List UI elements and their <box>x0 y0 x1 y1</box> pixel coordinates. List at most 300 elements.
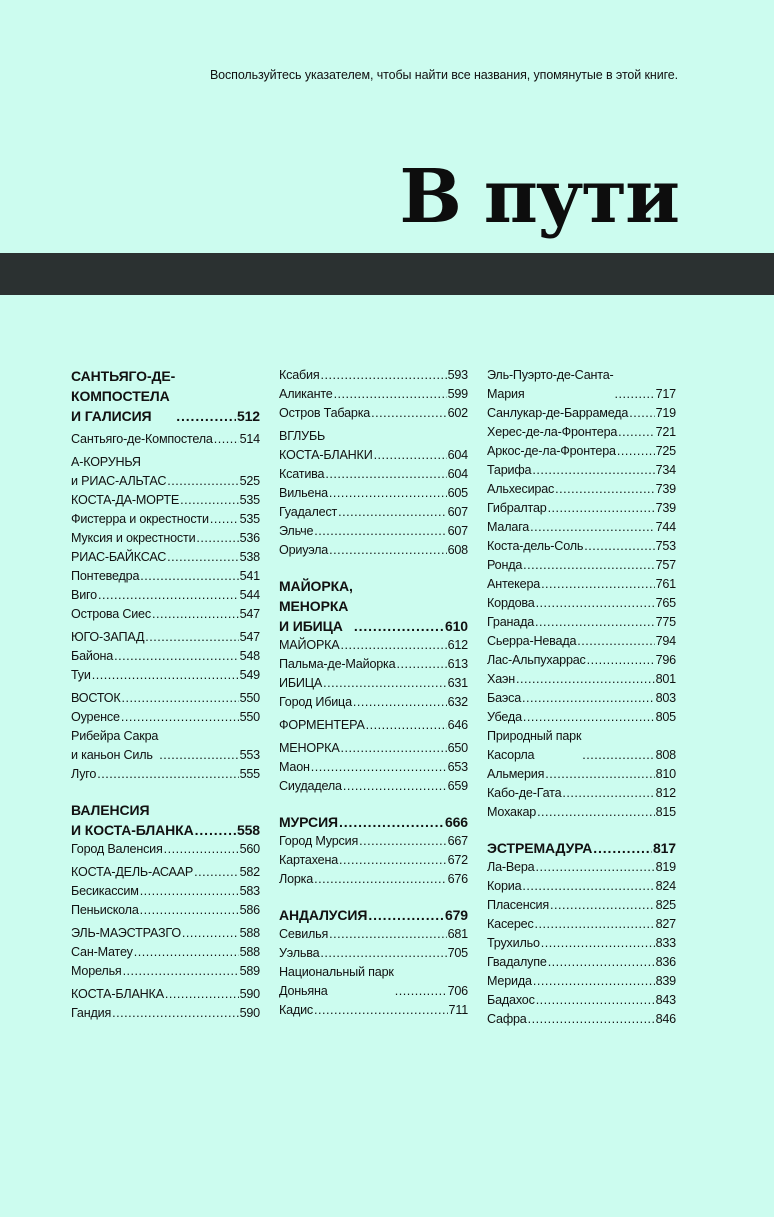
dot-leader <box>535 858 654 877</box>
entry-page-number: 590 <box>239 987 260 1001</box>
index-entry <box>487 896 676 915</box>
index-entry <box>279 925 468 944</box>
entry-name: Бесикассим <box>71 884 139 898</box>
entry-name: Касерес <box>487 917 534 931</box>
entry-name: Санлукар-де-Баррамеда <box>487 406 629 420</box>
entry-name: ЭСТРЕМАДУРА <box>487 840 593 856</box>
index-entry <box>279 944 468 963</box>
dot-leader <box>530 518 654 537</box>
index-section-heading <box>487 838 676 858</box>
dot-leader <box>532 461 654 480</box>
dot-leader <box>182 924 239 943</box>
index-entry <box>487 689 676 708</box>
entry-page-number: 753 <box>655 539 676 553</box>
index-entry <box>71 666 260 685</box>
dot-leader <box>629 404 654 423</box>
entry-name: Рибейра Сакра и каньон Силь <box>71 729 159 762</box>
entry-name: Гандия <box>71 1006 112 1020</box>
entry-page-number: 550 <box>239 710 260 724</box>
entry-page-number: 824 <box>655 879 676 893</box>
entry-page-number: 582 <box>239 865 260 879</box>
entry-page-number: 549 <box>239 668 260 682</box>
entry-page-number: 739 <box>655 482 676 496</box>
entry-name: Ксатива <box>279 467 325 481</box>
entry-page-number: 602 <box>447 406 468 420</box>
dot-leader <box>522 877 654 896</box>
dot-leader <box>582 746 654 765</box>
index-entry <box>71 924 260 943</box>
entry-name: Сиудадела <box>279 779 342 793</box>
dot-leader <box>140 882 239 901</box>
entry-page-number: 553 <box>239 748 260 762</box>
dot-leader <box>541 575 655 594</box>
index-entry <box>71 586 260 605</box>
index-entry <box>71 430 260 449</box>
index-entry <box>279 655 468 674</box>
entry-name: Хаэн <box>487 672 515 686</box>
dot-leader <box>593 839 652 858</box>
dot-leader <box>329 484 447 503</box>
entry-page-number: 819 <box>655 860 676 874</box>
dot-leader <box>98 586 239 605</box>
dot-leader <box>321 366 447 385</box>
entry-name: Ла-Вера <box>487 860 535 874</box>
index-column-2 <box>279 366 468 1029</box>
dot-leader <box>516 670 655 689</box>
index-entry <box>279 503 468 522</box>
index-entry <box>279 963 468 1001</box>
entry-name: Байона <box>71 649 114 663</box>
entry-name: МАЙОРКА <box>279 638 340 652</box>
dot-leader <box>545 765 654 784</box>
entry-name: АНДАЛУСИЯ <box>279 907 368 923</box>
entry-page-number: 536 <box>239 531 260 545</box>
entry-page-number: 808 <box>655 748 676 762</box>
index-entry <box>487 1010 676 1029</box>
entry-name: Аликанте <box>279 387 333 401</box>
entry-name: Морелья <box>71 964 122 978</box>
dot-leader <box>123 962 239 981</box>
entry-name: Альмерия <box>487 767 545 781</box>
dot-leader <box>134 943 239 962</box>
dot-leader <box>618 423 654 442</box>
dot-leader <box>617 442 655 461</box>
index-entry <box>487 442 676 461</box>
index-entry <box>279 366 468 385</box>
index-section-heading <box>71 366 260 426</box>
dot-leader <box>615 385 655 404</box>
index-entry <box>487 499 676 518</box>
index-entry <box>487 632 676 651</box>
entry-page-number: 544 <box>239 588 260 602</box>
dot-leader <box>195 821 236 840</box>
entry-name: Кориа <box>487 879 522 893</box>
entry-name: Пеньискола <box>71 903 139 917</box>
entry-name: Бадахос <box>487 993 535 1007</box>
index-entry <box>279 777 468 796</box>
index-entry <box>279 851 468 870</box>
dot-leader <box>353 693 447 712</box>
dot-leader <box>523 708 655 727</box>
entry-name: ЭЛЬ-МАЭСТРАЗГО <box>71 926 181 940</box>
index-entry <box>279 758 468 777</box>
dot-leader <box>152 605 239 624</box>
dot-leader <box>368 906 444 925</box>
dot-leader <box>535 613 655 632</box>
dot-leader <box>145 628 238 647</box>
index-entry <box>279 385 468 404</box>
entry-name: Вильена <box>279 486 328 500</box>
index-entry <box>71 882 260 901</box>
index-entry <box>487 934 676 953</box>
entry-name: Антекера <box>487 577 541 591</box>
index-entry <box>71 727 260 765</box>
entry-name: Сафра <box>487 1012 527 1026</box>
entry-page-number: 514 <box>239 432 260 446</box>
page-title: В пути <box>399 154 678 240</box>
entry-page-number: 535 <box>239 493 260 507</box>
entry-page-number: 843 <box>655 993 676 1007</box>
index-entry <box>279 739 468 758</box>
entry-name: Кабо-де-Гата <box>487 786 562 800</box>
entry-page-number: 705 <box>447 946 468 960</box>
dot-leader <box>339 813 444 832</box>
index-column-1 <box>71 366 260 1029</box>
dot-leader <box>214 430 239 449</box>
entry-name: ВГЛУБЬ КОСТА-БЛАНКИ <box>279 429 373 462</box>
entry-name: МЕНОРКА <box>279 741 340 755</box>
dot-leader <box>371 404 446 423</box>
entry-page-number: 653 <box>447 760 468 774</box>
dot-leader <box>334 385 447 404</box>
entry-name: Лас-Альпухаррас <box>487 653 586 667</box>
entry-page-number: 757 <box>655 558 676 572</box>
entry-page-number: 613 <box>447 657 468 671</box>
entry-name: Муксия и окрестности <box>71 531 196 545</box>
index-entry <box>71 689 260 708</box>
entry-name: Ориуэла <box>279 543 329 557</box>
index-entry <box>71 529 260 548</box>
entry-name: Лорка <box>279 872 314 886</box>
index-entry <box>487 877 676 896</box>
entry-name: Виго <box>71 588 97 602</box>
index-entry <box>487 765 676 784</box>
entry-page-number: 604 <box>447 467 468 481</box>
entry-name: Ронда <box>487 558 523 572</box>
entry-name: РИАС-БАЙКСАС <box>71 550 167 564</box>
entry-name: ВОСТОК <box>71 691 121 705</box>
entry-name: Гибралтар <box>487 501 547 515</box>
dot-leader <box>541 934 655 953</box>
dot-leader <box>339 851 447 870</box>
entry-name: МУРСИЯ <box>279 814 338 830</box>
index-entry <box>487 556 676 575</box>
entry-name: А-КОРУНЬЯ и РИАС-АЛЬТАС <box>71 455 167 488</box>
index-entry <box>71 453 260 491</box>
entry-name: ЮГО-ЗАПАД <box>71 630 145 644</box>
entry-name: Оуренсе <box>71 710 120 724</box>
index-entry <box>71 548 260 567</box>
entry-page-number: 775 <box>655 615 676 629</box>
entry-name: Херес-де-ла-Фронтера <box>487 425 618 439</box>
dot-leader <box>114 647 239 666</box>
entry-page-number: 666 <box>444 814 468 830</box>
dot-leader <box>159 746 238 765</box>
dot-leader <box>314 870 447 889</box>
dot-leader <box>550 896 655 915</box>
index-entry <box>487 708 676 727</box>
dot-leader <box>167 472 238 491</box>
dot-leader <box>537 803 655 822</box>
dot-leader <box>523 556 654 575</box>
entry-page-number: 825 <box>655 898 676 912</box>
dot-leader <box>165 985 239 1004</box>
index-entry <box>487 575 676 594</box>
dot-leader <box>180 491 239 510</box>
entry-name: КОСТА-ДЕЛЬ-АСААР <box>71 865 194 879</box>
dot-leader <box>584 537 654 556</box>
entry-page-number: 761 <box>655 577 676 591</box>
dot-leader <box>536 991 655 1010</box>
dot-leader <box>374 446 447 465</box>
entry-page-number: 836 <box>655 955 676 969</box>
entry-page-number: 631 <box>447 676 468 690</box>
entry-page-number: 550 <box>239 691 260 705</box>
entry-name: Гвадалупе <box>487 955 547 969</box>
index-entry <box>279 484 468 503</box>
entry-page-number: 610 <box>444 618 468 634</box>
entry-name: Кадис <box>279 1003 314 1017</box>
index-entry <box>71 962 260 981</box>
dot-leader <box>535 915 655 934</box>
index-entry <box>279 465 468 484</box>
entry-page-number: 588 <box>239 926 260 940</box>
entry-page-number: 725 <box>655 444 676 458</box>
entry-page-number: 846 <box>655 1012 676 1026</box>
entry-name: Сан-Матеу <box>71 945 133 959</box>
entry-name: Мохакар <box>487 805 537 819</box>
entry-page-number: 721 <box>655 425 676 439</box>
entry-page-number: 590 <box>239 1006 260 1020</box>
index-entry <box>487 423 676 442</box>
dot-leader <box>320 944 446 963</box>
dot-leader <box>329 541 446 560</box>
entry-name: Альхесирас <box>487 482 555 496</box>
entry-name: Малага <box>487 520 530 534</box>
entry-page-number: 812 <box>655 786 676 800</box>
entry-name: Баэса <box>487 691 521 705</box>
entry-page-number: 607 <box>447 524 468 538</box>
entry-page-number: 717 <box>655 387 676 401</box>
entry-name: Город Мурсия <box>279 834 359 848</box>
index-entry <box>487 858 676 877</box>
dot-leader <box>194 863 238 882</box>
entry-name: Уэльва <box>279 946 320 960</box>
entry-name: Севилья <box>279 927 329 941</box>
index-section-heading <box>71 800 260 840</box>
dot-leader <box>314 522 446 541</box>
entry-page-number: 796 <box>655 653 676 667</box>
entry-name: Острова Сиес <box>71 607 151 621</box>
entry-name: Картахена <box>279 853 339 867</box>
entry-page-number: 659 <box>447 779 468 793</box>
index-entry <box>71 491 260 510</box>
entry-name: МАЙОРКА, МЕНОРКА И ИБИЦА <box>279 578 353 634</box>
entry-name: Мерида <box>487 974 532 988</box>
intro-text: Воспользуйтесь указателем, чтобы найти все названия, упомянутые в этой книге. <box>209 68 678 82</box>
dot-leader <box>396 655 446 674</box>
index-entry <box>71 708 260 727</box>
index-entry <box>487 480 676 499</box>
entry-name: ИБИЦА <box>279 676 323 690</box>
index-entry <box>71 628 260 647</box>
index-entry <box>487 727 676 765</box>
dot-leader <box>354 617 444 636</box>
dot-leader <box>140 901 239 920</box>
dot-leader <box>343 777 447 796</box>
entry-name: Гранада <box>487 615 535 629</box>
entry-name: Тарифа <box>487 463 532 477</box>
entry-name: Эльче <box>279 524 314 538</box>
entry-page-number: 604 <box>447 448 468 462</box>
entry-name: Фистерра и окрестности <box>71 512 209 526</box>
index-entry <box>279 832 468 851</box>
entry-name: Туи <box>71 668 91 682</box>
entry-page-number: 801 <box>655 672 676 686</box>
dot-leader <box>359 832 446 851</box>
index-column-3 <box>487 366 676 1029</box>
entry-page-number: 711 <box>448 1003 468 1017</box>
dot-leader <box>140 567 238 586</box>
index-entry <box>71 567 260 586</box>
entry-page-number: 632 <box>447 695 468 709</box>
index-entry <box>71 943 260 962</box>
dot-leader <box>92 666 239 685</box>
dot-leader <box>122 689 239 708</box>
entry-name: Понтеведра <box>71 569 140 583</box>
index-entry <box>71 863 260 882</box>
entry-name: Трухильо <box>487 936 540 950</box>
entry-page-number: 525 <box>239 474 260 488</box>
entry-page-number: 535 <box>239 512 260 526</box>
entry-page-number: 558 <box>236 822 260 838</box>
index-entry <box>71 605 260 624</box>
entry-page-number: 805 <box>655 710 676 724</box>
index-entry <box>487 651 676 670</box>
entry-page-number: 512 <box>236 408 260 424</box>
index-entry <box>487 366 676 404</box>
index-section-heading <box>279 905 468 925</box>
entry-name: Город Ибица <box>279 695 352 709</box>
entry-page-number: 667 <box>447 834 468 848</box>
entry-name: Кордова <box>487 596 535 610</box>
entry-page-number: 555 <box>239 767 260 781</box>
index-entry <box>279 636 468 655</box>
dot-leader <box>314 1001 447 1020</box>
entry-name: Убеда <box>487 710 522 724</box>
entry-page-number: 612 <box>447 638 468 652</box>
dot-leader <box>577 632 654 651</box>
index-entry <box>487 991 676 1010</box>
dot-leader <box>548 499 655 518</box>
index-entry <box>71 1004 260 1023</box>
index-entry <box>279 404 468 423</box>
entry-page-number: 547 <box>239 630 260 644</box>
index-entry <box>487 953 676 972</box>
dot-leader <box>340 636 446 655</box>
dot-leader <box>536 594 655 613</box>
index-entry <box>71 985 260 1004</box>
index-entry <box>487 803 676 822</box>
entry-page-number: 681 <box>447 927 468 941</box>
dot-leader <box>395 982 447 1001</box>
index-section-heading <box>279 576 468 636</box>
index-entry <box>279 522 468 541</box>
dot-leader <box>555 480 654 499</box>
entry-name: КОСТА-ДА-МОРТЕ <box>71 493 180 507</box>
entry-name: Ксабия <box>279 368 320 382</box>
entry-name: Пласенсия <box>487 898 550 912</box>
index-entry <box>279 427 468 465</box>
entry-page-number: 547 <box>239 607 260 621</box>
entry-page-number: 560 <box>239 842 260 856</box>
entry-page-number: 589 <box>239 964 260 978</box>
entry-page-number: 839 <box>655 974 676 988</box>
dot-leader <box>323 674 446 693</box>
dot-leader <box>533 972 655 991</box>
entry-name: Сантьяго-де-Компостела <box>71 432 213 446</box>
entry-page-number: 538 <box>239 550 260 564</box>
entry-page-number: 588 <box>239 945 260 959</box>
index-entry <box>71 510 260 529</box>
entry-name: Сьерра-Невада <box>487 634 577 648</box>
index-entry <box>279 1001 468 1020</box>
index-entry <box>71 901 260 920</box>
entry-name: Город Валенсия <box>71 842 163 856</box>
index-entry <box>71 647 260 666</box>
entry-name: Пальма-де-Майорка <box>279 657 396 671</box>
entry-page-number: 599 <box>447 387 468 401</box>
dot-leader <box>528 1010 655 1029</box>
entry-page-number: 827 <box>655 917 676 931</box>
index-entry <box>487 972 676 991</box>
entry-page-number: 734 <box>655 463 676 477</box>
index-entry <box>279 693 468 712</box>
entry-name: Гуадалест <box>279 505 338 519</box>
dot-leader <box>341 739 447 758</box>
dot-leader <box>338 503 446 522</box>
index-entry <box>71 765 260 784</box>
entry-page-number: 646 <box>447 718 468 732</box>
dot-leader <box>311 758 447 777</box>
index-entry <box>487 594 676 613</box>
entry-page-number: 679 <box>444 907 468 923</box>
entry-name: Луго <box>71 767 97 781</box>
index-entry <box>487 404 676 423</box>
entry-page-number: 650 <box>447 741 468 755</box>
dot-leader <box>325 465 446 484</box>
entry-name: Национальный парк Доньяна <box>279 965 394 998</box>
dot-leader <box>196 529 238 548</box>
dot-leader <box>562 784 654 803</box>
entry-name: Эль-Пуэрто-де-Санта- Мария <box>487 368 614 401</box>
entry-page-number: 817 <box>652 840 676 856</box>
index-entry <box>487 461 676 480</box>
index-entry <box>279 870 468 889</box>
index-entry <box>487 613 676 632</box>
entry-name: Маон <box>279 760 310 774</box>
entry-page-number: 586 <box>239 903 260 917</box>
